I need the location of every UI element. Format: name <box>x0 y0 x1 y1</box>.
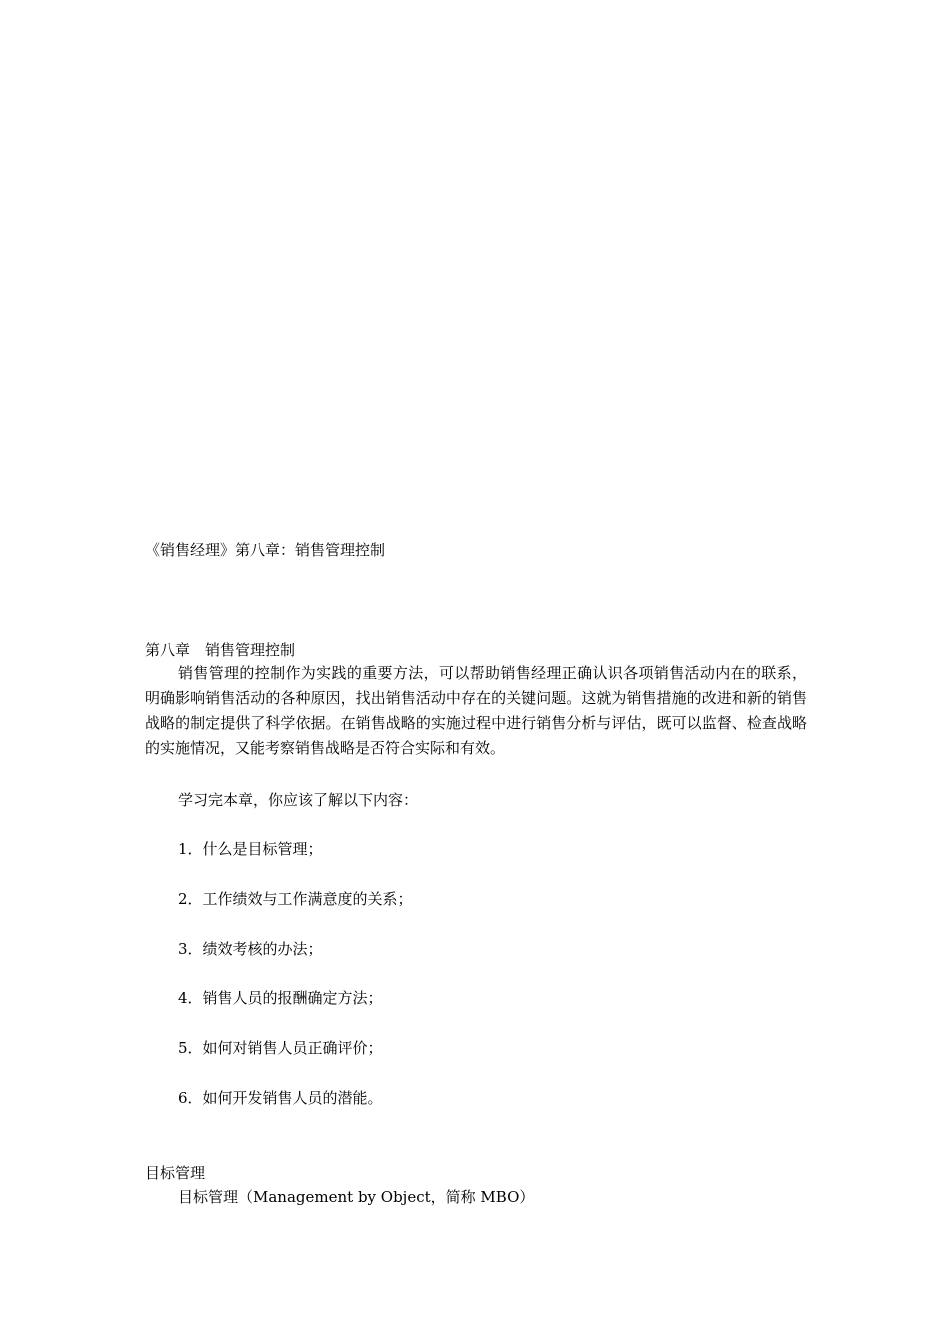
objective-item: 5．如何对销售人员正确评价； <box>178 1039 383 1057</box>
section-line: 目标管理（Management by Object，简称 MBO） <box>178 1188 535 1206</box>
objective-item: 6．如何开发销售人员的潜能。 <box>178 1089 383 1107</box>
learning-intro: 学习完本章，你应该了解以下内容： <box>178 791 419 809</box>
objective-item: 1．什么是目标管理； <box>178 840 323 858</box>
section-heading: 目标管理 <box>145 1164 206 1182</box>
document-title: 《销售经理》第八章：销售管理控制 <box>145 541 386 559</box>
intro-paragraph: 销售管理的控制作为实践的重要方法，可以帮助销售经理正确认识各项销售活动内在的联系，明确影响销售活动的各种原因，找出销售活动中存在的关键问题。这就为销售措施的改进和新的销售战略的制定提供了科学依据。在销售战略的实施过程中进行销售分析与评估，既可以监督、检查战略的实施情况，又能考察销售战略是否符合实际和有效。 <box>145 664 807 757</box>
objective-item: 3．绩效考核的办法； <box>178 940 323 958</box>
objective-item: 4．销售人员的报酬确定方法； <box>178 989 383 1007</box>
chapter-heading: 第八章 销售管理控制 <box>145 641 296 659</box>
objective-item: 2．工作绩效与工作满意度的关系； <box>178 890 413 908</box>
